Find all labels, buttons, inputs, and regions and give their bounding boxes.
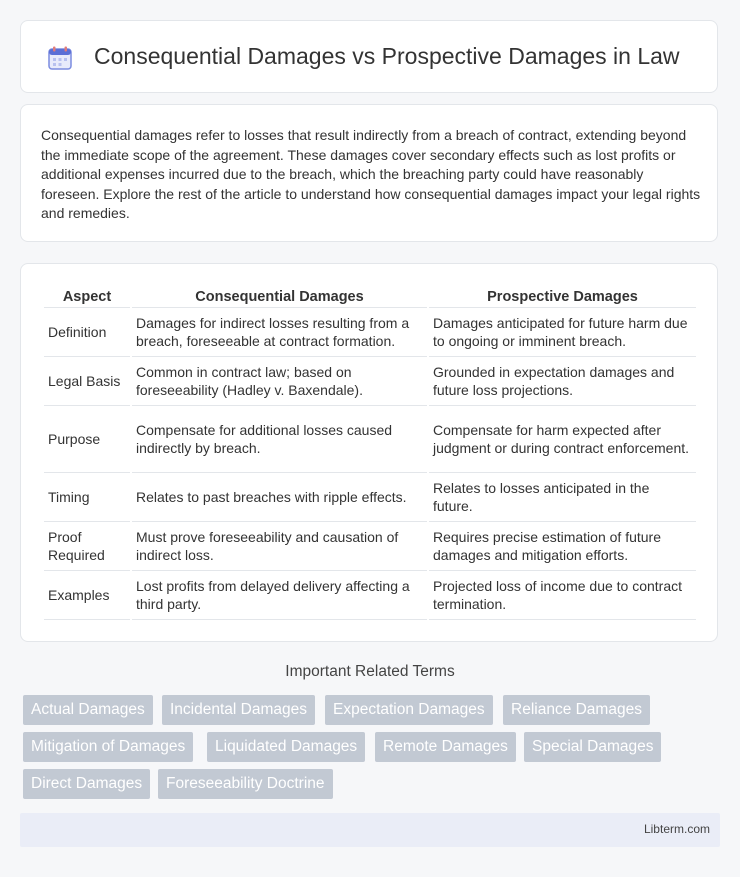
page-title: Consequential Damages vs Prospective Damages in Law: [94, 43, 680, 69]
tag-incidental-damages[interactable]: Incidental Damages: [162, 695, 315, 725]
prospective-cell: Compensate for harm expected after judgment or during contract enforcement.: [429, 406, 696, 473]
header-card: [20, 20, 718, 93]
aspect-cell: Proof Required: [44, 522, 130, 571]
intro-text: Consequential damages refer to losses that result indirectly from a breach of contract, extending beyond the immediate scope of the agreement. These damages cover secondary effects such as lost profits or additional expenses incurred due to the breach, which the breaching party could have reasonably foreseen. Explore the rest of the article to understand how consequential damages impact your legal rights and remedies.: [41, 127, 701, 222]
tag-direct-damages[interactable]: Direct Damages: [23, 769, 150, 799]
header-prospective: Prospective Damages: [429, 286, 696, 308]
aspect-cell: Timing: [44, 473, 130, 522]
table-row: [44, 522, 696, 571]
prospective-cell: Projected loss of income due to contract termination.: [429, 571, 696, 620]
consequential-cell: Relates to past breaches with ripple effects.: [132, 473, 427, 522]
table-row: [44, 473, 696, 522]
consequential-cell: Common in contract law; based on foreseeability (Hadley v. Baxendale).: [132, 357, 427, 406]
table-row: [44, 571, 696, 620]
tag-remote-damages[interactable]: Remote Damages: [375, 732, 516, 762]
header-consequential: Consequential Damages: [132, 286, 427, 308]
footer: [20, 813, 720, 847]
consequential-cell: Compensate for additional losses caused indirectly by breach.: [132, 406, 427, 473]
header-aspect: Aspect: [44, 286, 130, 308]
table-header-row: [44, 286, 696, 308]
aspect-cell: Purpose: [44, 406, 130, 473]
tag-actual-damages[interactable]: Actual Damages: [23, 695, 153, 725]
tag-reliance-damages[interactable]: Reliance Damages: [503, 695, 650, 725]
tag-foreseeability-doctrine[interactable]: Foreseeability Doctrine: [158, 769, 333, 799]
tag-special-damages[interactable]: Special Damages: [524, 732, 661, 762]
table-row: [44, 308, 696, 357]
comparison-table: [42, 286, 698, 620]
calendar-icon: [47, 45, 73, 71]
prospective-cell: Requires precise estimation of future damages and mitigation efforts.: [429, 522, 696, 571]
tag-mitigation-of-damages[interactable]: Mitigation of Damages: [23, 732, 193, 762]
consequential-cell: Must prove foreseeability and causation of indirect loss.: [132, 522, 427, 571]
consequential-cell: Damages for indirect losses resulting from a breach, foreseeable at contract formation.: [132, 308, 427, 357]
prospective-cell: Grounded in expectation damages and future loss projections.: [429, 357, 696, 406]
prospective-cell: Damages anticipated for future harm due to ongoing or imminent breach.: [429, 308, 696, 357]
intro-card: [20, 104, 718, 242]
consequential-cell: Lost profits from delayed delivery affecting a third party.: [132, 571, 427, 620]
table-row: [44, 357, 696, 406]
tag-liquidated-damages[interactable]: Liquidated Damages: [207, 732, 365, 762]
tag-expectation-damages[interactable]: Expectation Damages: [325, 695, 493, 725]
table-row: [44, 406, 696, 473]
aspect-cell: Legal Basis: [44, 357, 130, 406]
prospective-cell: Relates to losses anticipated in the future.: [429, 473, 696, 522]
related-terms-title: Important Related Terms: [285, 663, 455, 680]
aspect-cell: Examples: [44, 571, 130, 620]
aspect-cell: Definition: [44, 308, 130, 357]
comparison-table-card: [20, 263, 718, 642]
footer-site-link[interactable]: Libterm.com: [643, 822, 710, 836]
